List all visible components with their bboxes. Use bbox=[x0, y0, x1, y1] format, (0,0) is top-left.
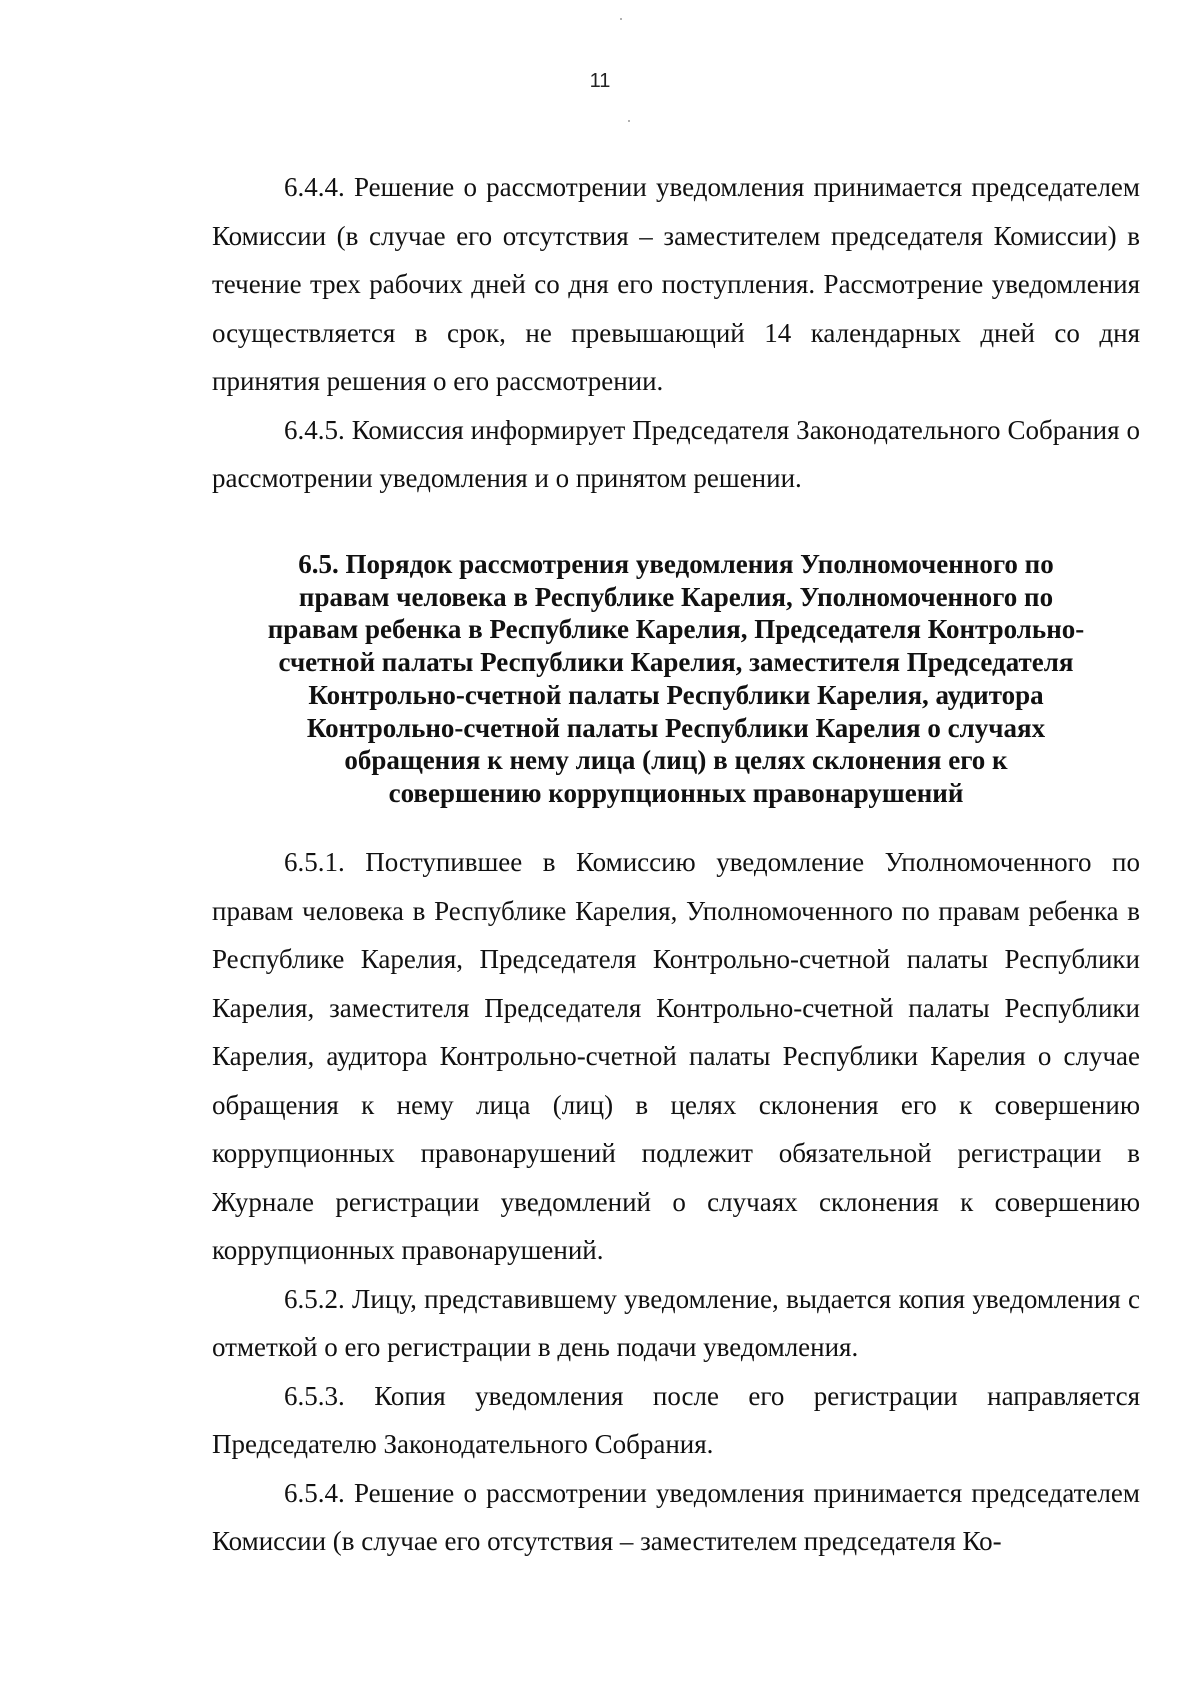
section-6-5-heading bbox=[212, 548, 1140, 810]
paragraph-6-5-3: 6.5.3. Копия уведомления после его регистрации направляется Председателю Законодательного Собрания. bbox=[212, 1380, 1140, 1459]
heading-line: Контрольно-счетной палаты Республики Карелия, аудитора bbox=[308, 679, 1044, 710]
heading-line: 6.5. Порядок рассмотрения уведомления Уполномоченного по bbox=[298, 549, 1054, 579]
heading-line: счетной палаты Республики Карелия, заместителя Председателя bbox=[278, 647, 1074, 678]
paragraph-6-5-2: 6.5.2. Лицу, представившему уведомление, выдается копия уведомления с отметкой о его регистрации в день подачи уведомления. bbox=[212, 1283, 1140, 1362]
section-6-5-text bbox=[212, 838, 1140, 1566]
heading-line: обращения к нему лица (лиц) в целях склонения его к bbox=[344, 745, 1008, 776]
page-number: 11 bbox=[589, 70, 611, 92]
paragraph-6-4-4: 6.4.4. Решение о рассмотрении уведомления принимается председателем Комиссии (в случае его отсутствия – заместителем председателя Комиссии) в течение трех рабочих дней со дня его поступления. Рассмотрение уведомления осуществляется в срок, не превышающий 14 календарных дней со дня принятия решения о его рассмотрении. bbox=[212, 172, 1140, 396]
section-6-4-text bbox=[212, 163, 1140, 503]
paragraph-6-4-5: 6.4.5. Комиссия информирует Председателя Законодательного Собрания о рассмотрении уведомления и о принятом решении. bbox=[212, 414, 1140, 493]
heading-line: правам человека в Республике Карелия, Уполномоченного по bbox=[298, 581, 1054, 612]
paragraph-6-5-4: 6.5.4. Решение о рассмотрении уведомления принимается председателем Комиссии (в случае его отсутствия – заместителем председателя Ко- bbox=[212, 1477, 1140, 1556]
scan-speck bbox=[620, 18, 622, 20]
heading-line: Контрольно-счетной палаты Республики Карелия о случаях bbox=[306, 712, 1046, 743]
paragraph-6-5-1: 6.5.1. Поступившее в Комиссию уведомление Уполномоченного по правам человека в Республике Карелия, Уполномоченного по правам ребенка в Республике Карелия, Председателя Контрольно-счетной палаты Республики Карелия, заместителя Председателя Контрольно-счетной палаты Республики Карелия, аудитора Контрольно-счетной палаты Республики Карелия о случае обращения к нему лица (лиц) в целях склонения его к совершению коррупционных правонарушений подлежит обязательной регистрации в Журнале регистрации уведомлений о случаях склонения к совершению коррупционных правонарушений. bbox=[212, 847, 1140, 1265]
scan-speck bbox=[628, 120, 630, 122]
heading-line: правам ребенка в Республике Карелия, Председателя Контрольно- bbox=[267, 614, 1085, 645]
heading-line: совершению коррупционных правонарушений bbox=[388, 777, 964, 808]
